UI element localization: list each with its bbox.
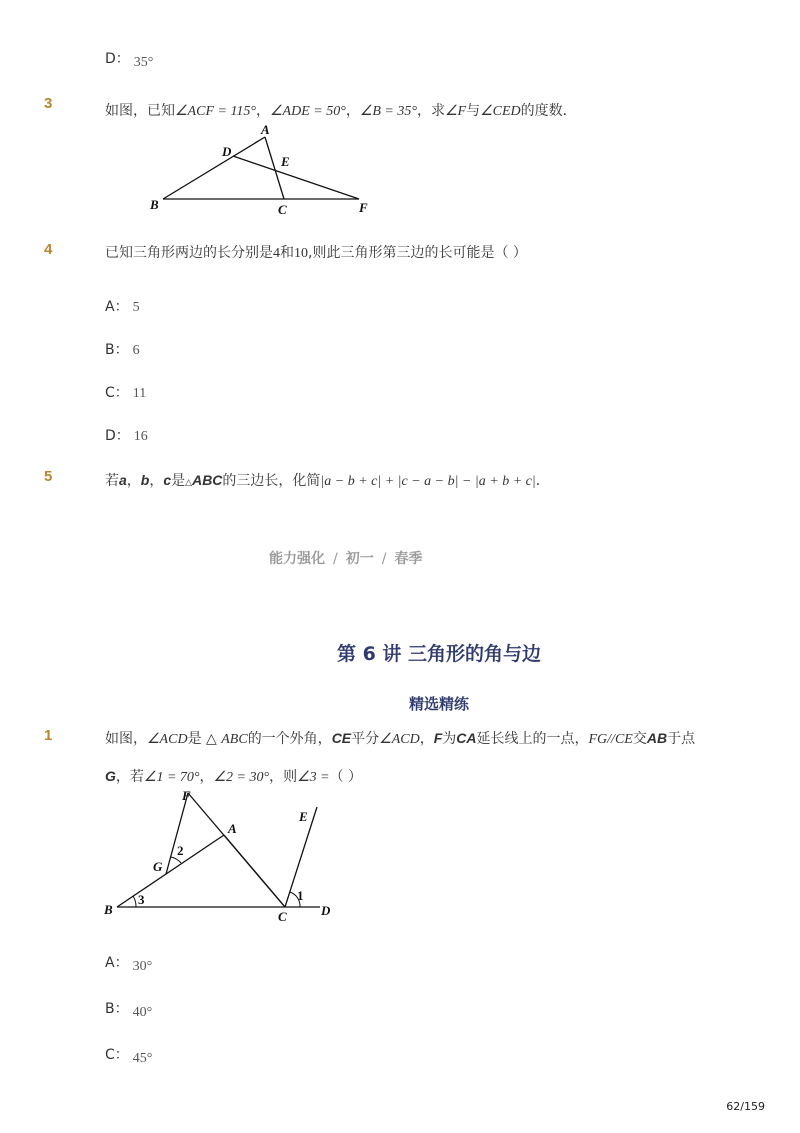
q3-label-d: D: [222, 144, 232, 159]
q1-math-2: ABC: [221, 732, 248, 747]
q1-angle-1: 1: [297, 888, 304, 903]
q1-t7: 延长线上的一点，: [476, 731, 589, 747]
q1-t9: 于点: [667, 731, 696, 747]
q1-math-5: ∠1 = 70°: [143, 770, 200, 785]
q1-label-g: G: [153, 859, 163, 874]
q1-t3: 的一个外角，: [247, 731, 332, 747]
q3-math-1: ∠ACF = 115°: [175, 104, 256, 119]
q1-math-7: ∠3 =: [297, 770, 330, 785]
option-value: 11: [132, 386, 147, 401]
q3-t5: 与: [466, 103, 481, 119]
q3-math-5: ∠CED: [480, 104, 521, 119]
q1-label-b: B: [104, 902, 113, 917]
q5-var-abc: ABC: [192, 472, 223, 488]
q4-option-a[interactable]: [105, 296, 140, 316]
q1-var-ce: CE: [331, 730, 352, 746]
section-title: 精选精练: [408, 695, 469, 713]
option-value: 16: [133, 429, 148, 444]
q1-angle-2: 2: [177, 843, 184, 858]
q3-math-3: ∠B = 35°: [359, 104, 417, 119]
question-number-3: 3: [44, 95, 53, 112]
q3-t2: ，: [256, 103, 270, 119]
option-label: A：: [105, 299, 129, 315]
q3-label-f: F: [359, 200, 368, 215]
q1-label-a: A: [228, 821, 237, 836]
option-value: 5: [132, 300, 140, 315]
q1-option-a[interactable]: [105, 952, 152, 972]
question-1-text-line2: [105, 766, 362, 786]
q5-t5: 的三边长，化简: [222, 473, 321, 489]
breadcrumb-item[interactable]: 能力强化: [269, 551, 325, 567]
q4-option-b[interactable]: [105, 339, 140, 359]
q1-math-3: ∠ACD: [379, 732, 420, 747]
q1-t6: 为: [442, 731, 457, 747]
q1-t11: ，: [199, 769, 214, 785]
triangle-symbol: △: [185, 478, 193, 488]
option-value: 40°: [132, 1005, 153, 1020]
q5-t4: 是: [171, 473, 186, 489]
breadcrumb-item[interactable]: 春季: [394, 551, 423, 567]
q1-math-6: ∠2 = 30°: [213, 770, 270, 785]
option-value: 30°: [132, 959, 153, 974]
q1-option-b[interactable]: [105, 998, 152, 1018]
q1-t5: ，: [419, 731, 434, 747]
question-number-4: 4: [44, 241, 53, 258]
q1-label-e: E: [299, 809, 308, 824]
q5-var-c: c: [163, 472, 172, 488]
q3-label-e: E: [281, 154, 290, 169]
q1-figure: [100, 785, 350, 930]
q5-expression: |a − b + c| + |c − a − b| − |a + b + c|: [320, 474, 536, 489]
q1-t4: 平分: [351, 731, 380, 747]
question-4-text: [105, 242, 527, 262]
option-label: C：: [105, 1047, 129, 1063]
q4-t2: 和: [280, 245, 294, 261]
option-value: 35°: [133, 55, 154, 70]
q1-t10: ，若: [115, 769, 144, 785]
question-5-text: [105, 470, 550, 490]
page-number: 62/159: [726, 1100, 765, 1113]
q3-t6: 的度数．: [520, 103, 577, 119]
option-label: A：: [105, 955, 129, 971]
q1-option-c[interactable]: [105, 1044, 152, 1064]
q3-label-b: B: [150, 197, 159, 212]
q3-math-4: ∠F: [444, 104, 467, 119]
question-number-5: 5: [44, 468, 53, 485]
q1-var-f: F: [433, 730, 443, 746]
q4-math-2: 10: [294, 246, 308, 261]
q1-t13: （ ）: [329, 769, 363, 785]
q3-t3: ，: [345, 103, 360, 119]
q1-math-4: FG//CE: [588, 732, 633, 747]
q5-t3: ，: [149, 473, 164, 489]
q5-t6: ．: [535, 473, 550, 489]
q3-t4: ，求: [416, 103, 445, 119]
q1-math-1: ∠ACD: [147, 732, 188, 747]
breadcrumb-item[interactable]: 初一: [345, 551, 374, 567]
q1-var-g: G: [105, 768, 116, 784]
option-label: D：: [105, 428, 130, 444]
q4-t1: 已知三角形两边的长分别是: [105, 245, 273, 261]
q1-label-c: C: [278, 909, 287, 924]
q1-t1: 如图，: [105, 731, 147, 747]
q5-t2: ，: [126, 473, 141, 489]
option-label: B：: [105, 342, 129, 358]
option-label: C：: [105, 385, 129, 401]
q1-t2: 是 △: [187, 731, 222, 747]
q3-math-2: ∠ADE = 50°: [270, 104, 346, 119]
q1-var-ca: CA: [456, 730, 477, 746]
option-d-prev[interactable]: [105, 48, 153, 68]
q4-t3: ,则此三角形第三边的长可能是（ ）: [308, 245, 527, 261]
option-value: 45°: [132, 1051, 153, 1066]
q3-t1: 如图，已知: [105, 103, 175, 119]
q4-option-d[interactable]: [105, 425, 148, 445]
q5-var-b: b: [140, 472, 150, 488]
q3-label-a: A: [261, 122, 270, 137]
q5-t1: 若: [105, 473, 119, 489]
q3-figure: [140, 118, 380, 218]
option-label: B：: [105, 1001, 129, 1017]
breadcrumb-separator: /: [333, 551, 338, 567]
q5-var-a: a: [119, 472, 127, 488]
q1-var-ab: AB: [646, 730, 668, 746]
question-number-1: 1: [44, 727, 53, 744]
option-label: D：: [105, 51, 130, 67]
question-1-text-line1: [105, 728, 695, 748]
q1-t8: 交: [632, 731, 647, 747]
q1-label-d: D: [321, 903, 331, 918]
q1-angle-3: 3: [138, 892, 145, 907]
breadcrumb-separator: /: [381, 551, 387, 567]
q1-label-f: F: [182, 788, 191, 803]
q4-math-1: 4: [273, 246, 280, 261]
option-value: 6: [132, 343, 140, 358]
q1-t12: ，则: [269, 769, 298, 785]
breadcrumb: [269, 548, 422, 568]
q3-label-c: C: [278, 202, 287, 217]
lecture-title: 第 6 讲 三角形的角与边: [336, 643, 542, 665]
q4-option-c[interactable]: [105, 382, 146, 402]
question-3-text: [105, 100, 577, 120]
